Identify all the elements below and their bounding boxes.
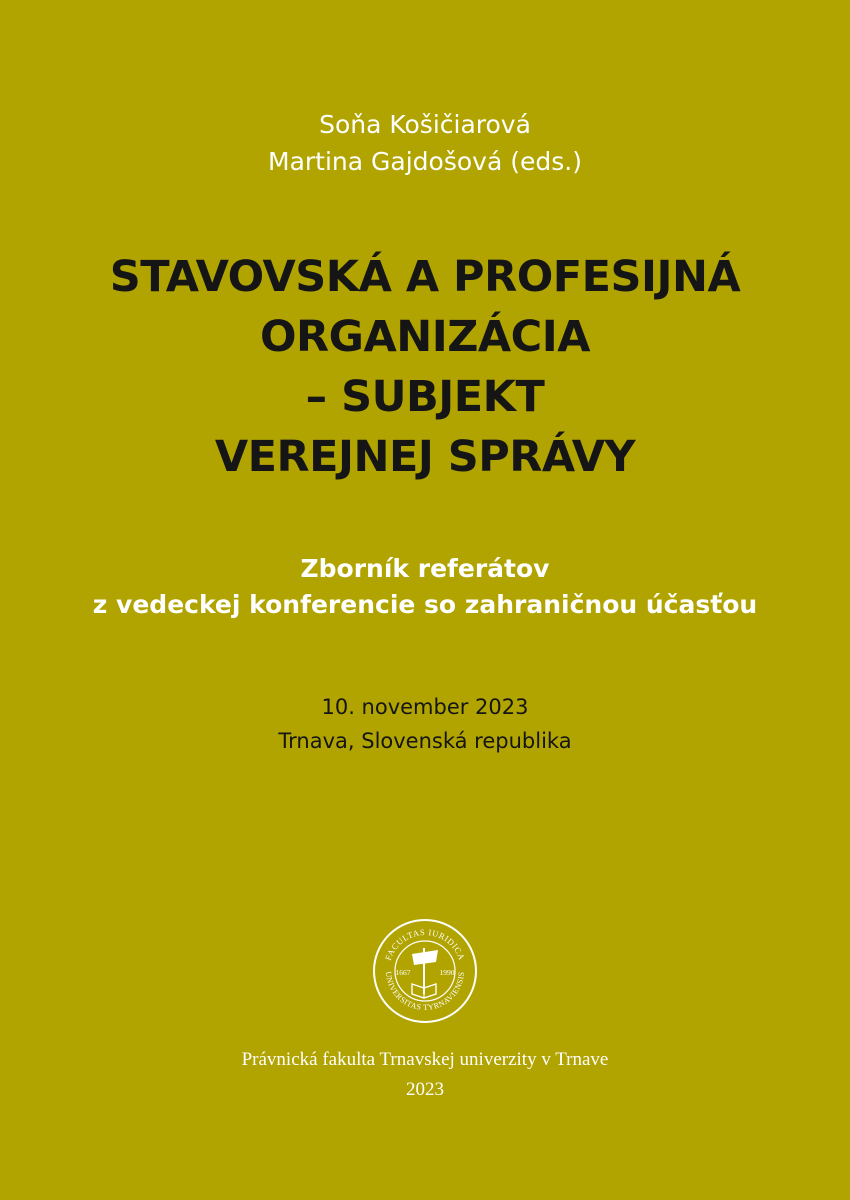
title-line: VEREJNEJ SPRÁVY: [214, 432, 636, 482]
title-line: STAVOVSKÁ A PROFESIJNÁ: [109, 252, 741, 302]
seal-text-top: FACULTAS IURIDICA: [382, 926, 468, 962]
title-line: ORGANIZÁCIA: [259, 312, 591, 362]
book-title: [0, 247, 850, 487]
editors-block: [0, 106, 850, 180]
subtitle-line: Zborník referátov: [300, 554, 550, 583]
faculty-seal-icon: [372, 918, 478, 1024]
event-info: [0, 690, 850, 758]
event-place: Trnava, Slovenská republika: [278, 729, 572, 753]
subtitle-line: z vedeckej konferencie so zahraničnou účasťou: [92, 590, 758, 619]
editor-name: Soňa Košičiarová: [319, 110, 531, 139]
title-line: – SUBJEKT: [305, 372, 545, 422]
publisher-block: [0, 1045, 850, 1105]
event-date: 10. november 2023: [321, 695, 529, 719]
seal-year-right: 1990: [439, 968, 455, 977]
editor-name: Martina Gajdošová (eds.): [268, 147, 582, 176]
seal-graphic: [372, 918, 478, 1024]
seal-year-left: 1667: [395, 968, 411, 977]
publisher-name: Právnická fakulta Trnavskej univerzity v Trnave: [241, 1049, 609, 1070]
publication-year: 2023: [406, 1079, 444, 1100]
book-subtitle: [0, 551, 850, 623]
seal-text-bottom: UNIVERSITAS TYRNAVIENSIS: [383, 971, 467, 1013]
